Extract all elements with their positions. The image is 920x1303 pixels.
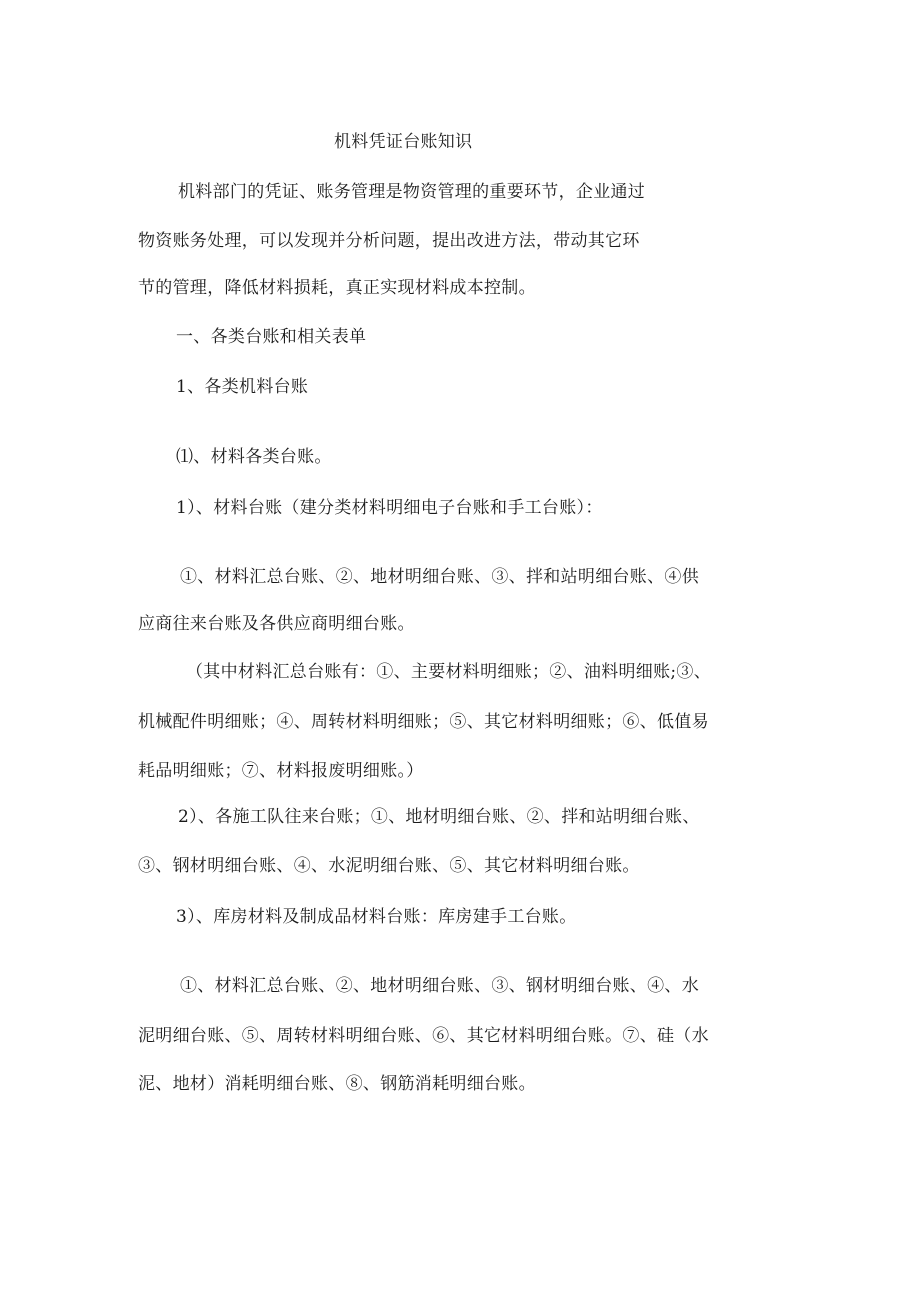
item3-line-1: ①、材料汇总台账、②、地材明细台账、③、钢材明细台账、④、水 [180,976,699,996]
item1-note-line-1: （其中材料汇总台账有：①、主要材料明细账；②、油料明细账;③、 [186,662,712,682]
section-heading: 一、各类台账和相关表单 [176,327,367,347]
subsubsection-heading: ⑴、材料各类台账。 [176,447,332,467]
item1-note-line-3: 耗品明细账；⑦、材料报废明细账。） [138,761,424,781]
item1-line-2: 应商往来台账及各供应商明细台账。 [138,614,415,634]
item1-line-1: ①、材料汇总台账、②、地材明细台账、③、拌和站明细台账、④供 [180,567,699,587]
item3-heading: 3）、库房材料及制成品材料台账：库房建手工台账。 [176,907,577,927]
item1-note-line-2: 机械配件明细账；④、周转材料明细账；⑤、其它材料明细账；⑥、低值易 [138,712,709,732]
item1-heading: 1）、材料台账（建分类材料明细电子台账和手工台账）： [176,498,603,518]
intro-line-3: 节的管理，降低材料损耗，真正实现材料成本控制。 [138,278,536,298]
intro-line-2: 物资账务处理，可以发现并分析问题，提出改进方法，带动其它环 [138,231,640,251]
item3-line-3: 泥、地材）消耗明细台账、⑧、钢筋消耗明细台账。 [138,1074,536,1094]
item2-line-1: 2）、各施工队往来台账；①、地材明细台账、②、拌和站明细台账、 [178,807,700,827]
item2-line-2: ③、钢材明细台账、④、水泥明细台账、⑤、其它材料明细台账。 [138,856,640,876]
intro-line-1: 机料部门的凭证、账务管理是物资管理的重要环节，企业通过 [178,182,646,202]
page-title: 机料凭证台账知识 [334,132,473,152]
item3-line-2: 泥明细台账、⑤、周转材料明细台账、⑥、其它材料明细台账。⑦、硅（水 [138,1026,709,1046]
subsection-heading: 1、各类机料台账 [176,377,309,397]
